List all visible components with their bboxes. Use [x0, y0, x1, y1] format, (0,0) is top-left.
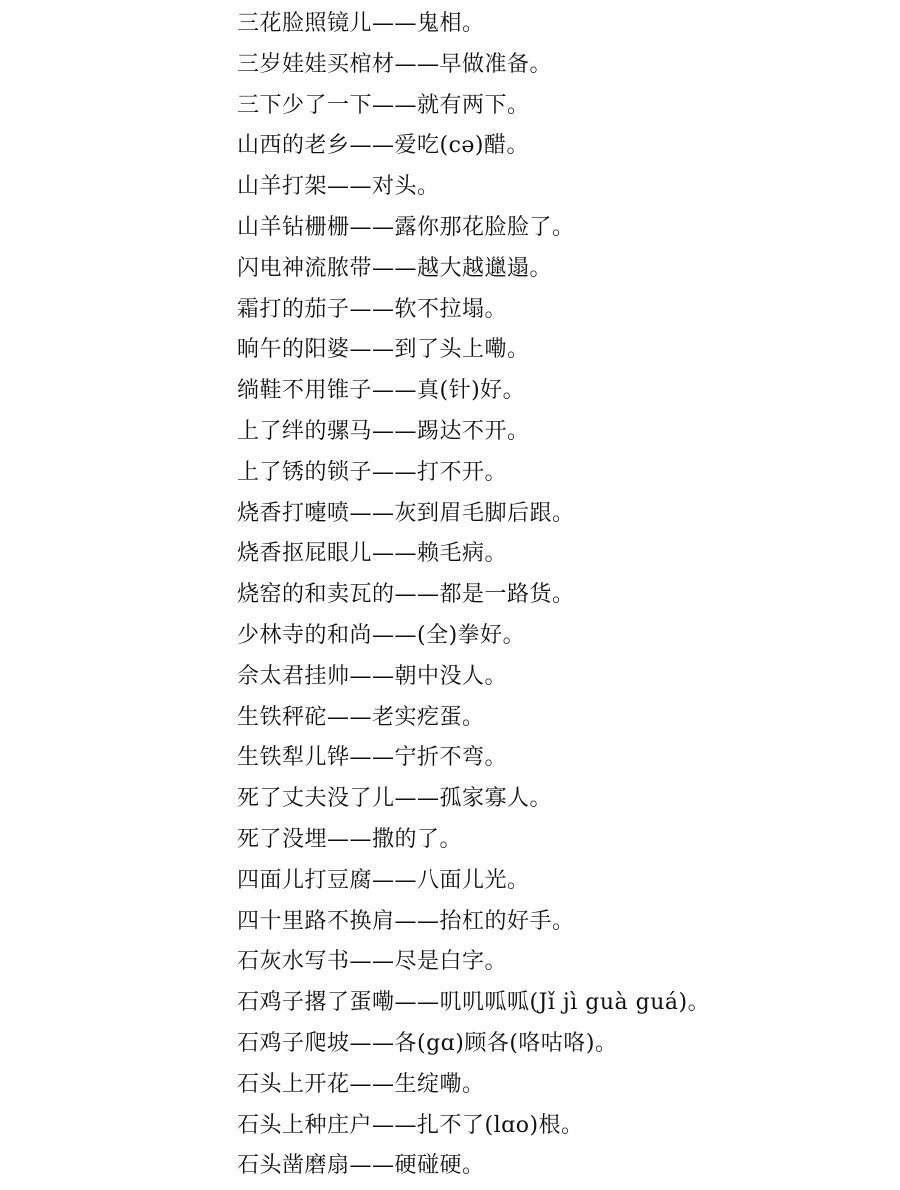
proverb-line: 三花脸照镜儿——鬼相。 [237, 11, 485, 36]
proverb-line: 死了丈夫没了儿——孤家寡人。 [237, 786, 553, 812]
proverb-line: 烧窑的和卖瓦的——都是一路货。 [237, 582, 575, 608]
proverb-line: 四十里路不换肩——抬杠的好手。 [237, 908, 575, 934]
proverb-line: 石灰水写书——尽是白字。 [237, 949, 508, 975]
proverb-line: 石头上开花——生绽嘞。 [237, 1071, 485, 1097]
proverb-line: 生铁犁儿铧——宁折不弯。 [237, 745, 508, 771]
proverb-line: 山羊钻栅栅——露你那花脸脸了。 [237, 214, 575, 240]
proverb-line: 烧香抠屁眼儿——赖毛病。 [237, 541, 508, 567]
proverb-line: 霜打的茄子——软不拉塌。 [237, 296, 508, 322]
proverb-line: 绱鞋不用锥子——真(针)好。 [237, 378, 526, 404]
proverb-line: 石头上种庄户——扎不了(lɑo)根。 [237, 1112, 584, 1138]
proverb-line: 三岁娃娃买棺材——早做准备。 [237, 51, 553, 77]
proverb-line: 晌午的阳婆——到了头上嘞。 [237, 337, 530, 363]
proverb-line: 闪电神流脓带——越大越邋遢。 [237, 255, 553, 281]
proverb-line: 四面儿打豆腐——八面儿光。 [237, 867, 530, 893]
proverb-line: 山西的老乡——爱吃(cə)醋。 [237, 133, 530, 159]
proverb-line: 石头凿磨扇——硬碰硬。 [237, 1153, 485, 1179]
proverb-line: 山羊打架——对头。 [237, 174, 440, 200]
proverb-line: 死了没埋——撒的了。 [237, 826, 463, 852]
proverb-line: 三下少了一下——就有两下。 [237, 92, 530, 118]
proverb-list [237, 4, 710, 1187]
proverb-line: 石鸡子撂了蛋嘞——叽叽呱呱(Jǐ jì guà guá)。 [237, 990, 711, 1016]
proverb-line: 上了锈的锁子——打不开。 [237, 459, 508, 485]
proverb-line: 上了绊的骡马——踢达不开。 [237, 418, 530, 444]
proverb-line: 生铁秤砣——老实疙蛋。 [237, 704, 485, 730]
proverb-line: 佘太君挂帅——朝中没人。 [237, 663, 508, 689]
proverb-line: 烧香打嚏喷——灰到眉毛脚后跟。 [237, 500, 575, 526]
proverb-line: 少林寺的和尚——(全)拳好。 [237, 622, 526, 648]
proverb-line: 石鸡子爬坡——各(gɑ)顾各(咯咕咯)。 [237, 1030, 618, 1056]
